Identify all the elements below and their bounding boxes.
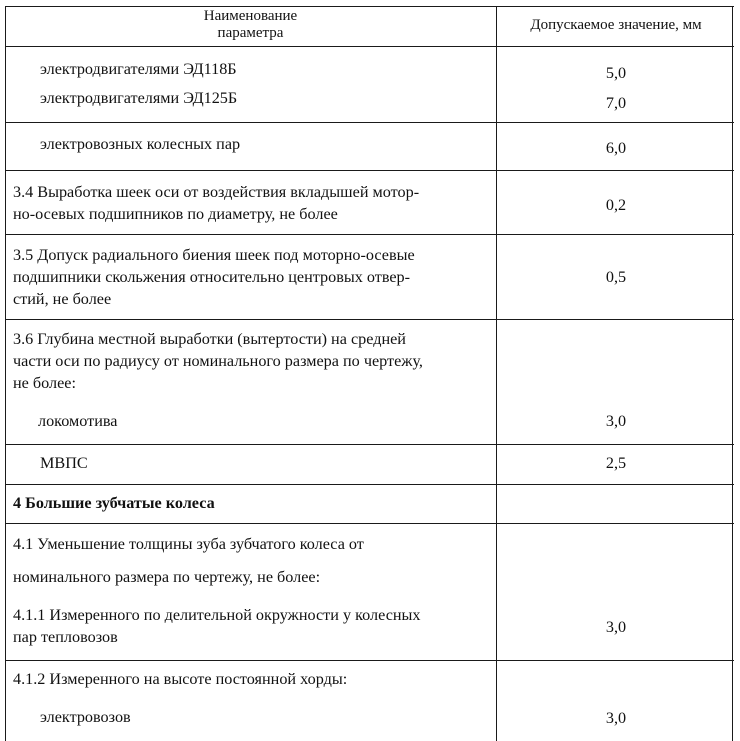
row-item: электровозных колесных пар (40, 135, 241, 153)
section-heading: 4 Большие зубчатые колеса (13, 494, 215, 512)
table-rule (5, 6, 6, 741)
row-text: не более: (13, 374, 76, 392)
row-text: 4.1.2 Измеренного на высоте постоянной хорды: (13, 670, 348, 688)
row-text: подшипники скольжения относительно центровых отвер- (13, 268, 411, 286)
table-rule (5, 122, 734, 123)
table-rule (5, 484, 734, 485)
row-text: 3.4 Выработка шеек оси от воздействия вкладышей мотор- (13, 183, 420, 201)
row-text: 3.6 Глубина местной выработки (вытертости) на средней (13, 330, 406, 348)
row-value: 3,0 (605, 709, 627, 727)
table-rule (5, 660, 734, 661)
table-rule (5, 234, 734, 235)
parameters-table (5, 6, 734, 741)
row-value: 0,5 (605, 268, 627, 286)
row-text: 3.5 Допуск радиального биения шеек под моторно-осевые (13, 246, 415, 264)
row-value: 5,0 (605, 64, 627, 82)
row-text: 4.1.1 Измеренного по делительной окружности у колесных (13, 606, 421, 624)
row-item: электродвигателями ЭД118Б (40, 60, 237, 78)
row-value: 7,0 (605, 94, 627, 112)
row-value: 3,0 (605, 412, 627, 430)
row-text: номинального размера по чертежу, не более: (13, 568, 321, 586)
row-value: 0,2 (605, 196, 627, 214)
header-param-line1: Наименование (203, 8, 298, 24)
table-rule (5, 523, 734, 524)
row-text: 4.1 Уменьшение толщины зуба зубчатого колеса от (13, 535, 364, 553)
table-rule (5, 170, 734, 171)
row-text: части оси по радиусу от номинального размера по чертежу, (13, 352, 423, 370)
row-item: МВПС (40, 454, 88, 472)
row-value: 2,5 (605, 454, 627, 472)
row-value: 6,0 (605, 139, 627, 157)
table-rule (5, 444, 734, 445)
row-item: локомотива (38, 412, 118, 430)
table-rule (5, 46, 734, 47)
table-rule (5, 319, 734, 320)
row-text: но-осевых подшипников по диаметру, не более (13, 205, 338, 223)
header-value: Допускаемое значение, мм (530, 17, 702, 33)
row-text: стий, не более (13, 290, 112, 308)
row-text: пар тепловозов (13, 628, 118, 646)
header-param-line2: параметра (217, 25, 284, 41)
header-param (5, 8, 496, 42)
row-value: 3,0 (605, 618, 627, 636)
row-item: электродвигателями ЭД125Б (40, 89, 238, 107)
row-item: электровозов (40, 708, 131, 726)
